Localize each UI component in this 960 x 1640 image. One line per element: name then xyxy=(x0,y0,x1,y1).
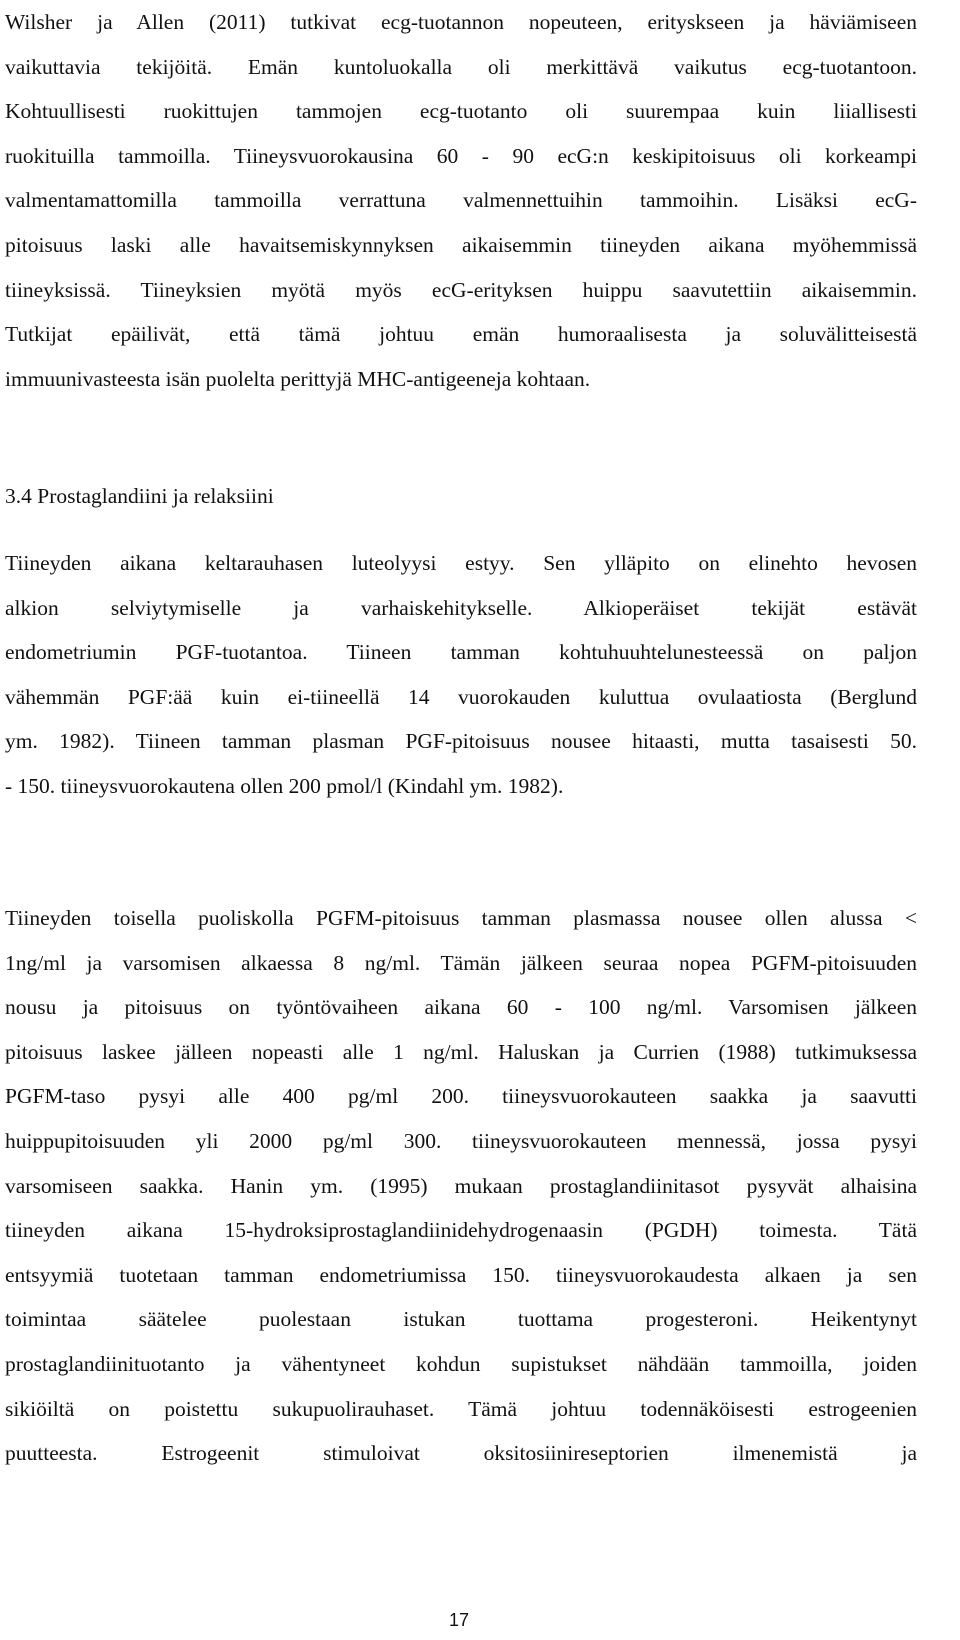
text-line: Wilsher ja Allen (2011) tutkivat ecg-tuotannon nopeuteen, erityskseen ja häviämiseen xyxy=(5,10,917,34)
text-line: ym. 1982). Tiineen tamman plasman PGF-pitoisuus nousee hitaasti, mutta tasaisesti 50. xyxy=(5,729,917,754)
text-line: alkion selviytymiselle ja varhaiskehitykselle. Alkioperäiset tekijät estävät xyxy=(5,595,917,620)
paragraph-pgfm xyxy=(5,896,917,1476)
text-line: valmentamattomilla tammoilla verrattuna valmennettuihin tammoihin. Lisäksi ecG- xyxy=(5,188,917,213)
text-line: nousu ja pitoisuus on työntövaiheen aikana 60 - 100 ng/ml. Varsomisen jälkeen xyxy=(5,995,917,1020)
text-line: puutteesta. Estrogeenit stimuloivat oksitosiinireseptorien ilmenemistä ja xyxy=(5,1441,917,1466)
text-line: 1ng/ml ja varsomisen alkaessa 8 ng/ml. Tämän jälkeen seuraa nopea PGFM-pitoisuuden xyxy=(5,950,917,975)
text-line: entsyymiä tuotetaan tamman endometriumissa 150. tiineysvuorokaudesta alkaen ja sen xyxy=(5,1262,917,1287)
text-line: Tiineyden aikana keltarauhasen luteolyysi estyy. Sen ylläpito on elinehto hevosen xyxy=(5,551,917,575)
text-line: huippupitoisuuden yli 2000 pg/ml 300. tiineysvuorokauteen mennessä, jossa pysyi xyxy=(5,1128,917,1153)
text-line: toimintaa säätelee puolestaan istukan tuottama progesteroni. Heikentynyt xyxy=(5,1307,917,1332)
text-line: endometriumin PGF-tuotantoa. Tiineen tamman kohtuhuuhtelunesteessä on paljon xyxy=(5,640,917,665)
text-line: immuunivasteesta isän puolelta perittyjä MHC-antigeeneja kohtaan. xyxy=(5,366,591,391)
text-line: vaikuttavia tekijöitä. Emän kuntoluokalla oli merkittävä vaikutus ecg-tuotantoon. xyxy=(5,54,917,79)
text-line: ruokituilla tammoilla. Tiineysvuorokausina 60 - 90 ecG:n keskipitoisuus oli korkeampi xyxy=(5,143,917,168)
text-line: Tutkijat epäilivät, että tämä johtuu emän humoraalisesta ja soluvälitteisestä xyxy=(5,322,917,347)
text-line: Tiineyden toisella puoliskolla PGFM-pitoisuus tamman plasmassa nousee ollen alussa < xyxy=(5,906,917,930)
text-line: pitoisuus laskee jälleen nopeasti alle 1 ng/ml. Haluskan ja Currien (1988) tutkimuksessa xyxy=(5,1039,917,1064)
text-line: Kohtuullisesti ruokittujen tammojen ecg-tuotanto oli suurempaa kuin liiallisesti xyxy=(5,99,917,124)
paragraph-ecg xyxy=(5,0,917,401)
text-line: tiineyden aikana 15-hydroksiprostaglandiinidehydrogenaasin (PGDH) toimesta. Tätä xyxy=(5,1218,917,1243)
text-line: prostaglandiinituotanto ja vähentyneet kohdun supistukset nähdään tammoilla, joiden xyxy=(5,1351,917,1376)
text-line: - 150. tiineysvuorokautena ollen 200 pmol/l (Kindahl ym. 1982). xyxy=(5,773,564,798)
paragraph-prostaglandin xyxy=(5,541,917,809)
text-line: varsomiseen saakka. Hanin ym. (1995) mukaan prostaglandiinitasot pysyvät alhaisina xyxy=(5,1173,917,1198)
text-line: PGFM-taso pysyi alle 400 pg/ml 200. tiineysvuorokauteen saakka ja saavutti xyxy=(5,1084,917,1109)
page-number: 17 xyxy=(448,1610,470,1630)
section-heading: 3.4 Prostaglandiini ja relaksiini xyxy=(5,484,274,508)
text-line: sikiöiltä on poistettu sukupuolirauhaset. Tämä johtuu todennäköisesti estrogeenien xyxy=(5,1396,917,1421)
text-line: tiineyksissä. Tiineyksien myötä myös ecG-erityksen huippu saavutettiin aikaisemmin. xyxy=(5,277,917,302)
text-line: vähemmän PGF:ää kuin ei-tiineellä 14 vuorokauden kuluttua ovulaatiosta (Berglund xyxy=(5,684,917,709)
text-line: pitoisuus laski alle havaitsemiskynnyksen aikaisemmin tiineyden aikana myöhemmissä xyxy=(5,232,917,257)
